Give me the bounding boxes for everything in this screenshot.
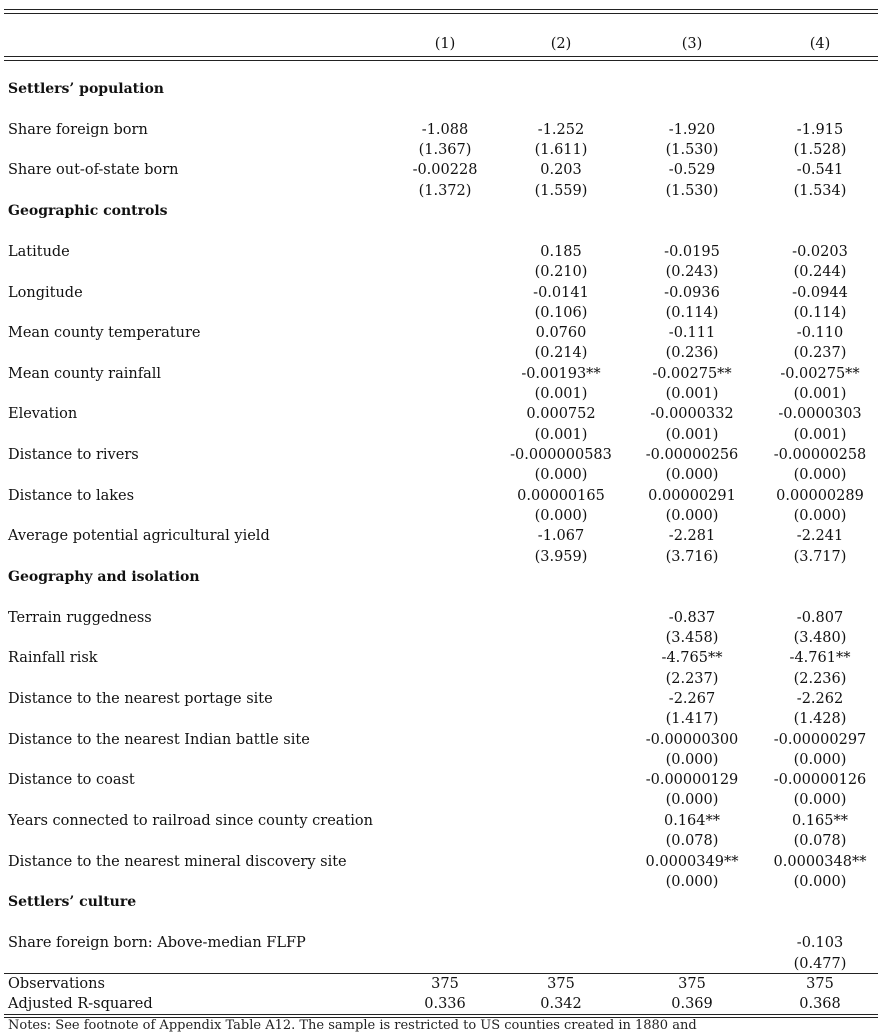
coef-row <box>0 486 882 506</box>
stat-cell: 375 <box>678 976 706 992</box>
row-label: Distance to the nearest mineral discovery site <box>8 854 347 870</box>
coef-cell: -0.0000332 <box>650 406 734 422</box>
se-cell: (0.001) <box>793 427 847 443</box>
se-cell: (0.001) <box>534 427 588 443</box>
se-cell: (3.959) <box>534 549 588 565</box>
se-row <box>0 709 882 729</box>
coef-cell: 0.0760 <box>535 325 587 341</box>
section-heading: Geography and isolation <box>8 569 200 585</box>
coef-cell: -0.00000126 <box>773 772 867 788</box>
se-cell: (0.000) <box>665 752 719 768</box>
se-cell: (0.243) <box>665 264 719 280</box>
table-note: Notes: See footnote of Appendix Table A12. The sample is restricted to US counties created in 1880 and <box>8 1018 697 1033</box>
column-header-row <box>0 34 882 54</box>
se-row <box>0 181 882 201</box>
coef-cell: -0.103 <box>796 935 844 951</box>
se-cell: (0.000) <box>665 874 719 890</box>
coef-cell: -0.111 <box>668 325 716 341</box>
coef-cell: -0.00000297 <box>773 732 867 748</box>
coef-row <box>0 933 882 953</box>
se-cell: (0.078) <box>793 833 847 849</box>
header-rule <box>4 56 878 57</box>
coef-row <box>0 404 882 424</box>
coef-row <box>0 283 882 303</box>
se-cell: (1.530) <box>665 183 719 199</box>
se-cell: (0.000) <box>665 508 719 524</box>
top-rule <box>4 13 878 14</box>
coef-cell: -4.765** <box>661 650 723 666</box>
se-cell: (1.559) <box>534 183 588 199</box>
stats-row-observations <box>0 974 882 994</box>
row-label: Elevation <box>8 406 78 422</box>
coef-cell: 0.185 <box>540 244 582 260</box>
coef-cell: -1.088 <box>421 122 469 138</box>
se-cell: (0.114) <box>793 305 847 321</box>
coef-cell: -0.00000300 <box>645 732 739 748</box>
se-cell: (0.210) <box>534 264 588 280</box>
coef-cell: -1.252 <box>537 122 585 138</box>
coef-cell: 0.00000289 <box>776 488 864 504</box>
se-cell: (0.214) <box>534 345 588 361</box>
coef-cell: -0.00275** <box>780 366 860 382</box>
se-cell: (1.417) <box>665 711 719 727</box>
coef-cell: -0.00000258 <box>773 447 867 463</box>
se-row <box>0 750 882 770</box>
se-row <box>0 669 882 689</box>
coef-cell: 0.164** <box>663 813 721 829</box>
coef-cell: 0.203 <box>540 162 582 178</box>
se-cell: (0.001) <box>665 427 719 443</box>
coef-cell: -0.00000129 <box>645 772 739 788</box>
column-header: (1) <box>434 36 456 52</box>
stat-cell: 0.369 <box>671 996 713 1012</box>
section-heading-row <box>0 567 882 587</box>
coef-cell: -0.00193** <box>521 366 601 382</box>
section-heading: Settlers’ culture <box>8 894 137 910</box>
coef-cell: 0.000752 <box>526 406 596 422</box>
se-cell: (3.458) <box>665 630 719 646</box>
se-cell: (0.000) <box>534 508 588 524</box>
coef-cell: -2.267 <box>668 691 716 707</box>
row-label: Distance to the nearest Indian battle site <box>8 732 310 748</box>
coef-cell: -0.0000303 <box>778 406 862 422</box>
row-label: Distance to lakes <box>8 488 135 504</box>
coef-cell: -0.807 <box>796 610 844 626</box>
coef-cell: 0.00000291 <box>648 488 736 504</box>
se-cell: (0.237) <box>793 345 847 361</box>
coef-cell: 0.0000348** <box>773 854 867 870</box>
row-label: Share out-of-state born <box>8 162 179 178</box>
coef-row <box>0 364 882 384</box>
se-cell: (0.001) <box>534 386 588 402</box>
coef-cell: -4.761** <box>789 650 851 666</box>
stats-row-r-squared <box>0 994 882 1014</box>
coef-cell: -1.920 <box>668 122 716 138</box>
se-row <box>0 506 882 526</box>
stat-cell: 0.368 <box>799 996 841 1012</box>
se-cell: (0.477) <box>793 956 847 972</box>
bottom-rule <box>4 1014 878 1015</box>
se-cell: (0.000) <box>793 508 847 524</box>
coef-row <box>0 160 882 180</box>
coef-cell: 0.165** <box>791 813 849 829</box>
stat-cell: 0.336 <box>424 996 466 1012</box>
column-header: (3) <box>681 36 703 52</box>
coef-cell: 0.0000349** <box>645 854 739 870</box>
section-heading-row <box>0 892 882 912</box>
se-cell: (0.000) <box>793 752 847 768</box>
coef-cell: -0.00275** <box>652 366 732 382</box>
coef-cell: -0.000000583 <box>510 447 612 463</box>
stat-cell: 375 <box>806 976 834 992</box>
row-label: Mean county rainfall <box>8 366 162 382</box>
se-cell: (0.001) <box>665 386 719 402</box>
row-label: Terrain ruggedness <box>8 610 152 626</box>
se-cell: (0.000) <box>665 467 719 483</box>
se-cell: (1.367) <box>418 142 472 158</box>
coef-cell: -0.837 <box>668 610 716 626</box>
se-row <box>0 628 882 648</box>
se-cell: (0.001) <box>793 386 847 402</box>
se-cell: (0.000) <box>665 792 719 808</box>
coef-row <box>0 120 882 140</box>
row-label: Share foreign born: Above-median FLFP <box>8 935 306 951</box>
se-cell: (0.244) <box>793 264 847 280</box>
row-label: Mean county temperature <box>8 325 201 341</box>
se-cell: (1.534) <box>793 183 847 199</box>
coef-cell: -2.281 <box>668 528 716 544</box>
row-label: Longitude <box>8 285 83 301</box>
se-row <box>0 140 882 160</box>
se-cell: (0.000) <box>534 467 588 483</box>
header-rule <box>4 60 878 61</box>
column-header: (2) <box>550 36 572 52</box>
section-heading-row <box>0 79 882 99</box>
row-label: Distance to coast <box>8 772 135 788</box>
se-row <box>0 790 882 810</box>
coef-cell: -0.0141 <box>533 285 589 301</box>
row-label: Distance to rivers <box>8 447 139 463</box>
row-label: Distance to the nearest portage site <box>8 691 273 707</box>
coef-cell: -0.110 <box>796 325 844 341</box>
se-row <box>0 343 882 363</box>
se-row <box>0 262 882 282</box>
se-row <box>0 303 882 323</box>
se-cell: (1.611) <box>534 142 588 158</box>
se-cell: (0.106) <box>534 305 588 321</box>
coef-cell: -2.241 <box>796 528 844 544</box>
row-label: Rainfall risk <box>8 650 98 666</box>
se-row <box>0 384 882 404</box>
coef-row <box>0 852 882 872</box>
stat-cell: 0.342 <box>540 996 582 1012</box>
coef-cell: -0.541 <box>796 162 844 178</box>
se-cell: (0.078) <box>665 833 719 849</box>
se-row <box>0 954 882 974</box>
se-cell: (1.530) <box>665 142 719 158</box>
row-label: Latitude <box>8 244 70 260</box>
se-cell: (3.480) <box>793 630 847 646</box>
coef-row <box>0 323 882 343</box>
se-cell: (0.000) <box>793 467 847 483</box>
coef-row <box>0 770 882 790</box>
se-cell: (3.716) <box>665 549 719 565</box>
coef-row <box>0 811 882 831</box>
coef-cell: -0.0944 <box>792 285 848 301</box>
coef-cell: -0.0195 <box>664 244 720 260</box>
coef-row <box>0 526 882 546</box>
se-row <box>0 425 882 445</box>
column-header: (4) <box>809 36 831 52</box>
row-label: Observations <box>8 976 105 992</box>
se-row <box>0 465 882 485</box>
section-heading: Geographic controls <box>8 203 168 219</box>
coef-cell: -1.915 <box>796 122 844 138</box>
se-cell: (2.236) <box>793 671 847 687</box>
coef-row <box>0 689 882 709</box>
row-label: Share foreign born <box>8 122 148 138</box>
se-cell: (1.428) <box>793 711 847 727</box>
se-cell: (3.717) <box>793 549 847 565</box>
row-label: Average potential agricultural yield <box>8 528 270 544</box>
top-rule <box>4 9 878 10</box>
row-label: Years connected to railroad since county creation <box>8 813 373 829</box>
coef-row <box>0 445 882 465</box>
se-cell: (1.372) <box>418 183 472 199</box>
row-label: Adjusted R-squared <box>8 996 153 1012</box>
coef-cell: -2.262 <box>796 691 844 707</box>
coef-cell: -1.067 <box>537 528 585 544</box>
se-cell: (0.114) <box>665 305 719 321</box>
coef-row <box>0 648 882 668</box>
se-row <box>0 831 882 851</box>
coef-row <box>0 242 882 262</box>
se-row <box>0 872 882 892</box>
se-cell: (1.528) <box>793 142 847 158</box>
section-heading: Settlers’ population <box>8 81 164 97</box>
stat-cell: 375 <box>431 976 459 992</box>
coef-row <box>0 730 882 750</box>
coef-cell: -0.00228 <box>412 162 478 178</box>
se-cell: (0.000) <box>793 874 847 890</box>
coef-cell: -0.529 <box>668 162 716 178</box>
coef-cell: 0.00000165 <box>517 488 605 504</box>
coef-row <box>0 608 882 628</box>
section-heading-row <box>0 201 882 221</box>
se-cell: (0.236) <box>665 345 719 361</box>
se-cell: (0.000) <box>793 792 847 808</box>
se-row <box>0 547 882 567</box>
coef-cell: -0.00000256 <box>645 447 739 463</box>
stat-cell: 375 <box>547 976 575 992</box>
se-cell: (2.237) <box>665 671 719 687</box>
coef-cell: -0.0936 <box>664 285 720 301</box>
coef-cell: -0.0203 <box>792 244 848 260</box>
